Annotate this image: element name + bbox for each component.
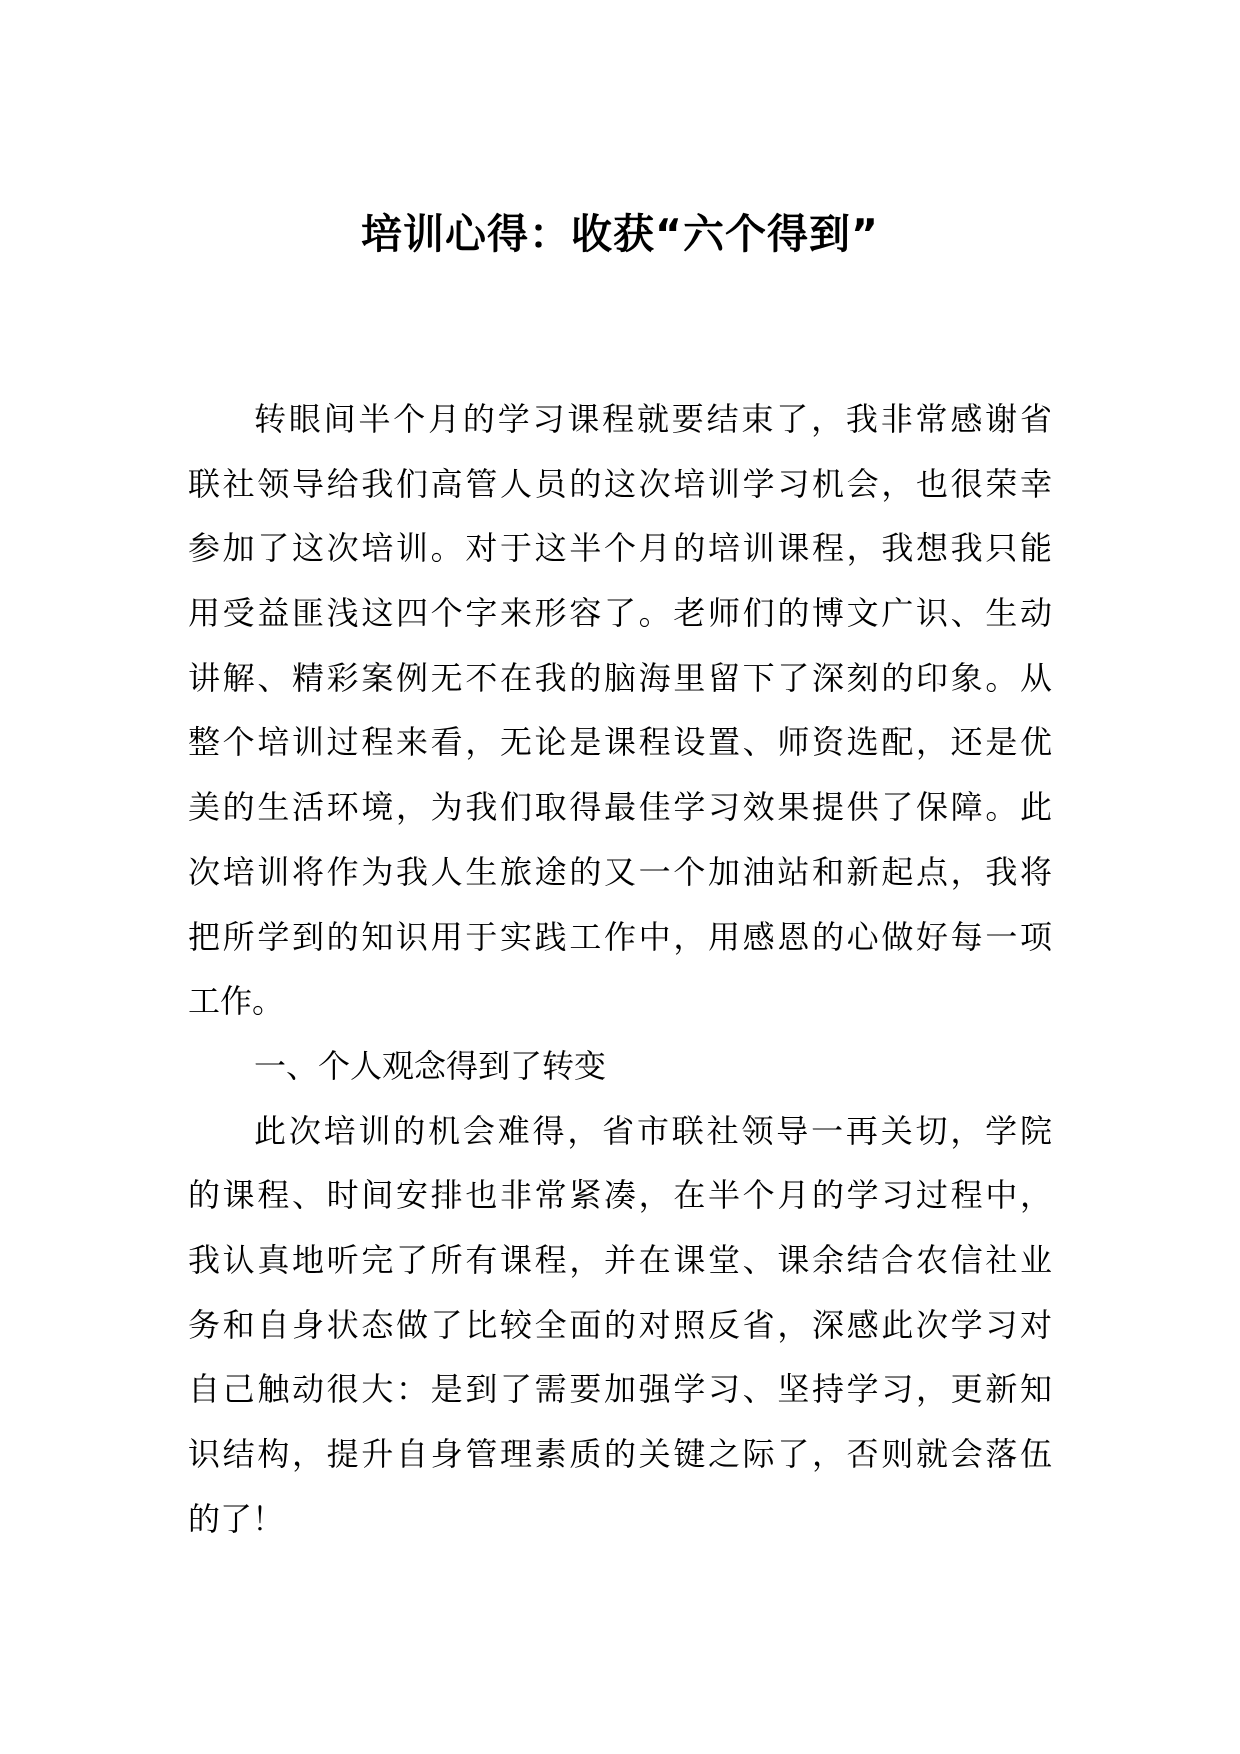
paragraph-2-line-5: 自己触动很大：是到了需要加强学习、坚持学习，更新知 [188, 1370, 1052, 1409]
paragraph-2 [188, 1099, 1052, 1552]
paragraph-1 [188, 387, 1052, 1034]
paragraph-1-line-10: 工作。 [188, 982, 285, 1021]
paragraph-1-line-3: 参加了这次培训。对于这半个月的培训课程，我想我只能 [188, 529, 1052, 568]
paragraph-1-line-2: 联社领导给我们高管人员的这次培训学习机会，也很荣幸 [188, 464, 1052, 503]
paragraph-1-line-9: 把所学到的知识用于实践工作中，用感恩的心做好每一项 [188, 917, 1052, 956]
paragraph-2-line-2: 的课程、时间安排也非常紧凑，在半个月的学习过程中， [188, 1176, 1052, 1215]
section-heading [188, 1034, 1052, 1099]
paragraph-2-line-7: 的了！ [188, 1499, 285, 1538]
paragraph-2-line-3: 我认真地听完了所有课程，并在课堂、课余结合农信社业 [188, 1240, 1052, 1279]
paragraph-2-line-1: 此次培训的机会难得，省市联社领导一再关切，学院 [254, 1111, 1052, 1150]
paragraph-1-line-6: 整个培训过程来看，无论是课程设置、师资选配，还是优 [188, 723, 1052, 762]
paragraph-1-line-1: 转眼间半个月的学习课程就要结束了，我非常感谢省 [254, 400, 1052, 438]
paragraph-2-line-6: 识结构，提升自身管理素质的关键之际了，否则就会落伍 [188, 1435, 1052, 1473]
document-body [188, 387, 1052, 1551]
paragraph-1-line-5: 讲解、精彩案例无不在我的脑海里留下了深刻的印象。从 [188, 658, 1052, 697]
document-title: 培训心得：收获“六个得到” [361, 210, 879, 258]
paragraph-2-line-4: 务和自身状态做了比较全面的对照反省，深感此次学习对 [188, 1305, 1052, 1344]
section-heading-text: 一、个人观念得到了转变 [254, 1046, 607, 1085]
paragraph-1-line-8: 次培训将作为我人生旅途的又一个加油站和新起点，我将 [188, 852, 1052, 891]
paragraph-1-line-7: 美的生活环境，为我们取得最佳学习效果提供了保障。此 [188, 788, 1052, 827]
paragraph-1-line-4: 用受益匪浅这四个字来形容了。老师们的博文广识、生动 [188, 594, 1052, 633]
